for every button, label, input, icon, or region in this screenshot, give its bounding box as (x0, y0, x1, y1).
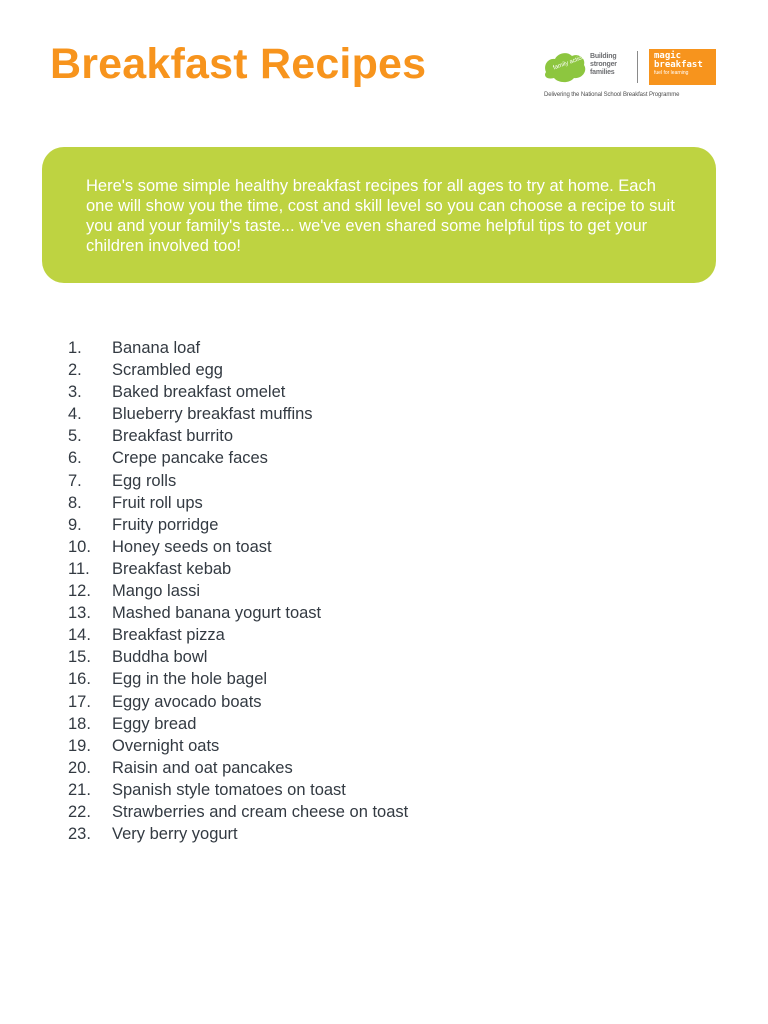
recipe-number: 23. (68, 825, 91, 844)
family-action-logo (542, 50, 634, 86)
recipe-number: 19. (68, 736, 91, 755)
family-action-blob-icon (542, 50, 588, 84)
magic-breakfast-word-2: breakfast (654, 60, 703, 70)
recipe-item (68, 492, 408, 514)
recipe-item (68, 359, 408, 381)
recipe-number: 14. (68, 626, 91, 645)
recipe-name: Strawberries and cream cheese on toast (112, 802, 409, 821)
recipe-name: Breakfast burrito (112, 427, 234, 446)
recipe-number: 21. (68, 780, 91, 799)
recipe-item (68, 646, 408, 668)
magic-breakfast-logo (649, 49, 716, 85)
recipe-item (68, 691, 408, 713)
recipe-number: 5. (68, 427, 82, 446)
recipe-name: Eggy bread (112, 714, 197, 733)
recipe-number: 2. (68, 361, 82, 380)
recipe-name: Breakfast pizza (112, 626, 225, 645)
recipe-item (68, 536, 408, 558)
intro-box (42, 147, 716, 283)
recipe-item (68, 558, 408, 580)
recipe-item (68, 337, 408, 359)
recipe-name: Raisin and oat pancakes (112, 758, 293, 777)
recipe-name: Banana loaf (112, 339, 201, 357)
recipe-name: Breakfast kebab (112, 559, 232, 578)
recipe-number: 13. (68, 604, 91, 623)
recipe-number: 9. (68, 515, 82, 534)
recipe-item (68, 425, 408, 447)
recipe-number: 4. (68, 405, 82, 424)
recipe-name: Fruit roll ups (112, 493, 203, 512)
recipe-name: Mashed banana yogurt toast (112, 604, 322, 623)
magic-breakfast-tag: fuel for learning (654, 70, 689, 76)
recipe-number: 10. (68, 537, 91, 556)
building-stronger-families-text: Building stronger families (590, 53, 617, 76)
recipe-number: 20. (68, 758, 91, 777)
recipe-item (68, 580, 408, 602)
partner-logos (540, 48, 720, 102)
recipe-number: 8. (68, 493, 82, 512)
recipe-number: 1. (68, 339, 82, 357)
recipe-name: Blueberry breakfast muffins (112, 405, 313, 424)
recipe-number: 11. (68, 559, 90, 578)
recipe-item (68, 602, 408, 624)
recipe-number: 22. (68, 802, 91, 821)
page-title: Breakfast Recipes (50, 40, 427, 88)
recipe-item (68, 470, 408, 492)
recipe-name: Very berry yogurt (112, 825, 238, 844)
recipe-name: Egg rolls (112, 471, 177, 490)
recipe-item (68, 624, 408, 646)
recipe-item (68, 668, 408, 690)
recipe-item (68, 381, 408, 403)
recipe-item (68, 757, 408, 779)
recipe-item (68, 514, 408, 536)
family-action-blob-text: family action (552, 54, 586, 72)
recipe-name: Spanish style tomatoes on toast (112, 780, 346, 799)
recipe-number: 17. (68, 692, 91, 711)
recipe-number: 6. (68, 449, 82, 468)
recipe-name: Mango lassi (112, 582, 201, 601)
recipe-item (68, 713, 408, 735)
recipe-name: Egg in the hole bagel (112, 670, 268, 689)
recipe-item (68, 447, 408, 469)
recipe-number: 3. (68, 383, 82, 402)
recipe-item (68, 823, 408, 845)
recipe-name: Fruity porridge (112, 515, 219, 534)
recipe-item (68, 735, 408, 757)
recipe-list (68, 337, 408, 845)
recipe-number: 7. (68, 471, 82, 490)
recipe-name: Scrambled egg (112, 361, 223, 380)
logo-tagline: Delivering the National School Breakfast Programme (544, 92, 680, 98)
recipe-name: Eggy avocado boats (112, 692, 262, 711)
recipe-item (68, 779, 408, 801)
recipe-name: Overnight oats (112, 736, 220, 755)
recipe-name: Buddha bowl (112, 648, 208, 667)
recipe-number: 18. (68, 714, 91, 733)
recipe-name: Honey seeds on toast (112, 537, 272, 556)
recipe-name: Baked breakfast omelet (112, 383, 286, 402)
recipe-number: 12. (68, 582, 91, 601)
recipe-number: 16. (68, 670, 91, 689)
magic-breakfast-word-1: magic (654, 51, 682, 61)
logo-divider (637, 51, 638, 83)
recipe-name: Crepe pancake faces (112, 449, 268, 468)
recipe-item (68, 403, 408, 425)
recipe-item (68, 801, 408, 823)
recipe-number: 15. (68, 648, 91, 667)
intro-text: Here's some simple healthy breakfast recipes for all ages to try at home. Each one will show you the time, cost and skill level so you can choose a recipe to suit you and your family's taste... we've even shared some helpful tips to get your children involved too! (86, 177, 675, 255)
